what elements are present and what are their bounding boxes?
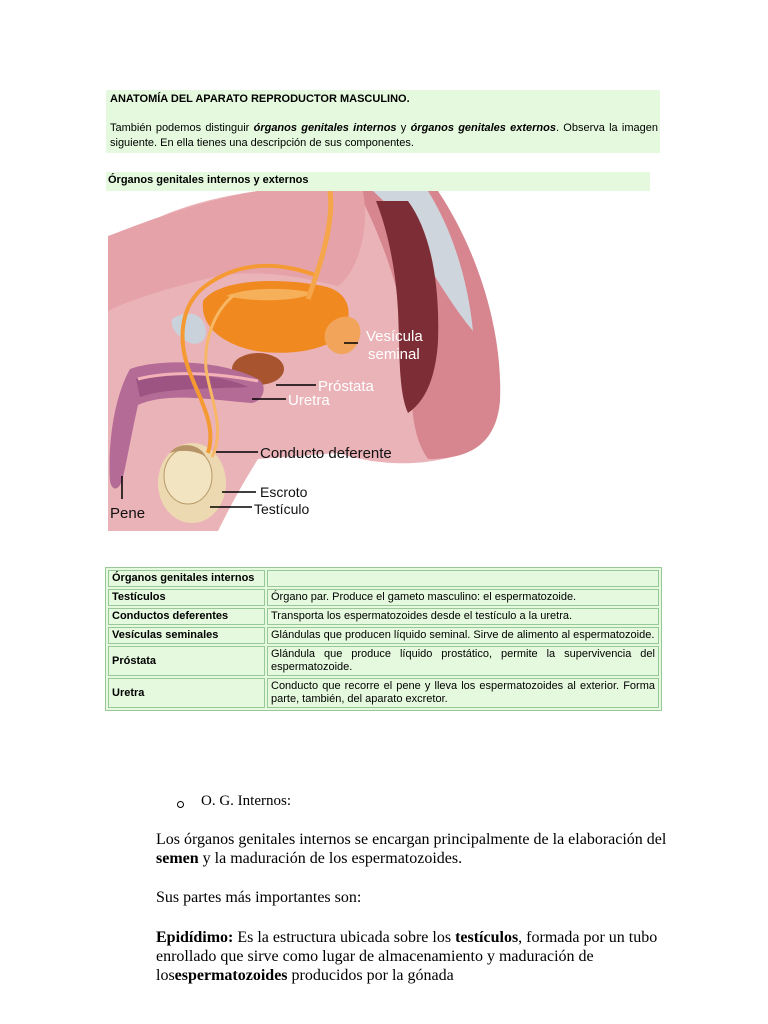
p1-text-2: y la maduración de los espermatozoides. (198, 850, 463, 867)
paragraph-epididimo (156, 928, 676, 985)
organ-name: Uretra (108, 678, 265, 708)
p1-text-1: Los órganos genitales internos se encargan principalmente de la elaboración del (156, 831, 667, 848)
organ-name: Testículos (108, 589, 265, 606)
table-row (108, 589, 659, 606)
p3-bold-epididimo: Epidídimo: (156, 929, 234, 946)
table-row (108, 608, 659, 625)
organ-name: Próstata (108, 646, 265, 676)
p3-text-3: producidos por la gónada (287, 967, 454, 984)
bullet-circle-icon (177, 801, 184, 808)
intro-section (106, 90, 660, 153)
organ-description: Glándulas que producen líquido seminal. Sirve de alimento al espermatozoide. (267, 627, 659, 644)
bullet-text: O. G. Internos: (201, 793, 291, 809)
figure-caption-box (106, 172, 650, 191)
intro-text-3: . Observa la imagen siguiente. En ella tienes una descripción de sus componentes. (110, 122, 658, 149)
intro-text-1: También podemos distinguir (110, 122, 254, 134)
intro-bold-externos: órganos genitales externos (410, 122, 556, 134)
label-vesicula-2: seminal (368, 346, 420, 363)
p3-bold-espermatozoides: espermatozoides (174, 967, 288, 984)
p3-text-2: , formada por un tubo enrollado que sirve como lugar de almacenamiento y maduración de los (156, 929, 658, 984)
p3-text-1: Es la estructura ubicada sobre los (233, 929, 456, 946)
table-header-row (108, 570, 659, 587)
label-conducto: Conducto deferente (260, 445, 392, 462)
label-pene: Pene (110, 505, 146, 522)
intro-text-2: y (396, 122, 411, 134)
label-uretra: Uretra (288, 392, 330, 409)
paragraph-internos (156, 830, 676, 868)
organ-name: Vesículas seminales (108, 627, 265, 644)
table-header-empty-cell (267, 570, 659, 587)
organs-table-wrapper (105, 567, 662, 711)
table-row (108, 678, 659, 708)
organs-table (105, 567, 662, 711)
organ-description: Glándula que produce líquido prostático, permite la supervivencia del espermatozoide. (267, 646, 659, 676)
organ-description: Órgano par. Produce el gameto masculino: el espermatozoide. (267, 589, 659, 606)
table-row (108, 627, 659, 644)
label-testiculo: Testículo (254, 501, 310, 517)
table-header-cell: Órganos genitales internos (108, 570, 265, 587)
testicle (164, 448, 212, 504)
paragraph-partes: Sus partes más importantes son: (156, 889, 362, 906)
label-vesicula-1: Vesícula (366, 328, 423, 345)
label-escroto: Escroto (260, 484, 308, 500)
label-prostata: Próstata (318, 378, 374, 395)
organ-description: Transporta los espermatozoides desde el testículo a la uretra. (267, 608, 659, 625)
intro-bold-internos: órganos genitales internos (253, 122, 397, 134)
intro-paragraph (110, 121, 658, 151)
table-row (108, 646, 659, 676)
organ-name: Conductos deferentes (108, 608, 265, 625)
p3-bold-testiculos: testículos (455, 929, 519, 946)
anatomy-figure (108, 191, 528, 531)
organ-description: Conducto que recorre el pene y lleva los espermatozoides al exterior. Forma parte, también, del aparato excretor. (267, 678, 659, 708)
p1-bold-semen: semen (156, 850, 199, 867)
figure-caption: Órganos genitales internos y externos (108, 174, 309, 186)
page-title: ANATOMÍA DEL APARATO REPRODUCTOR MASCULINO. (110, 93, 410, 105)
